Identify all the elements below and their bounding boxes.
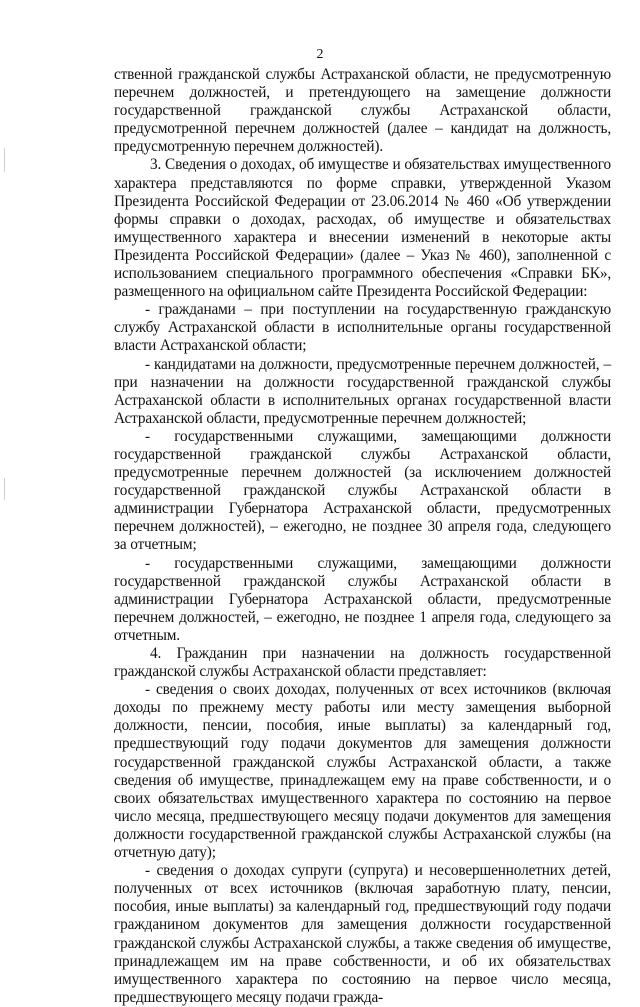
page-number: 2	[316, 47, 324, 62]
list-item-own-income: - сведения о своих доходах, полученных от всех источников (включая доходы по прежнему месту работы или месту замещения выборной должности, пенсии, пособия, иные выплаты) за календарный год, предшествующий году подачи документов для замещения должности государственной гражданской службы Астраханской области, а также сведения об имуществе, принадлежащем ему на праве собственности, и о своих обязательствах имущественного характера по состоянию на первое число месяца, предшествующего месяцу подачи документов для замещения должности государственной гражданской службы Астраханской службы (на отчетную дату);	[114, 681, 611, 862]
paragraph-section-4: 4. Гражданин при назначении на должность государственной гражданской службы Астраханской области представляет:	[114, 645, 611, 681]
scan-margin-mark	[4, 478, 5, 500]
paragraph-section-3: 3. Сведения о доходах, об имуществе и обязательствах имущественного характера представляются по форме справки, утвержденной Указом Президента Российской Федерации от 23.06.2014 № 460 «Об утверждении формы справки о доходах, расходах, об имуществе и обязательствах имущественного характера и внесении изменений в некоторые акты Президента Российской Федерации» (далее – Указ № 460), заполненной с использованием специального программного обеспечения «Справки БК», размещенного на официальном сайте Президента Российской Федерации:	[114, 156, 611, 301]
document-body	[114, 66, 611, 1007]
scan-margin-mark	[4, 148, 5, 172]
list-item-governor-administration: - государственными служащими, замещающими должности государственной гражданской службы Астраханской области в администрации Губернатора Астраханской области, предусмотренные перечнем должностей, – ежегодно, не позднее 1 апреля года, следующего за отчетным.	[114, 554, 611, 644]
paragraph-continuation: ственной гражданской службы Астраханской области, не предусмотренную перечнем должностей, и претендующего на замещение должности государственной гражданской службы Астраханской области, предусмотренной перечнем должностей (далее – кандидат на должность, предусмотренную перечнем должностей).	[114, 66, 611, 156]
list-item-civil-servants: - государственными служащими, замещающими должности государственной гражданской службы Астраханской области, предусмотренные перечнем должностей (за исключением должностей государственной гражданской службы Астраханской области в администрации Губернатора Астраханской области, предусмотренных перечнем должностей), – ежегодно, не позднее 30 апреля года, следующего за отчетным;	[114, 427, 611, 554]
list-item-citizens: - гражданами – при поступлении на государственную гражданскую службу Астраханской области в исполнительные органы государственной власти Астраханской области;	[114, 301, 611, 355]
list-item-spouse-income: - сведения о доходах супруги (супруга) и несовершеннолетних детей, полученных от всех источников (включая заработную плату, пенсии, пособия, иные выплаты) за календарный год, предшествующий году подачи гражданином документов для замещения должности государственной гражданской службы Астраханской службы, а также сведения об имуществе, принадлежащем им на праве собственности, и об их обязательствах имущественного характера по состоянию на первое число месяца, предшествующего месяцу подачи гражда-	[114, 862, 611, 1006]
list-item-candidates: - кандидатами на должности, предусмотренные перечнем должностей, – при назначении на должности государственной гражданской службы Астраханской области в исполнительных органах государственной власти Астраханской области, предусмотренные перечнем должностей;	[114, 355, 611, 427]
